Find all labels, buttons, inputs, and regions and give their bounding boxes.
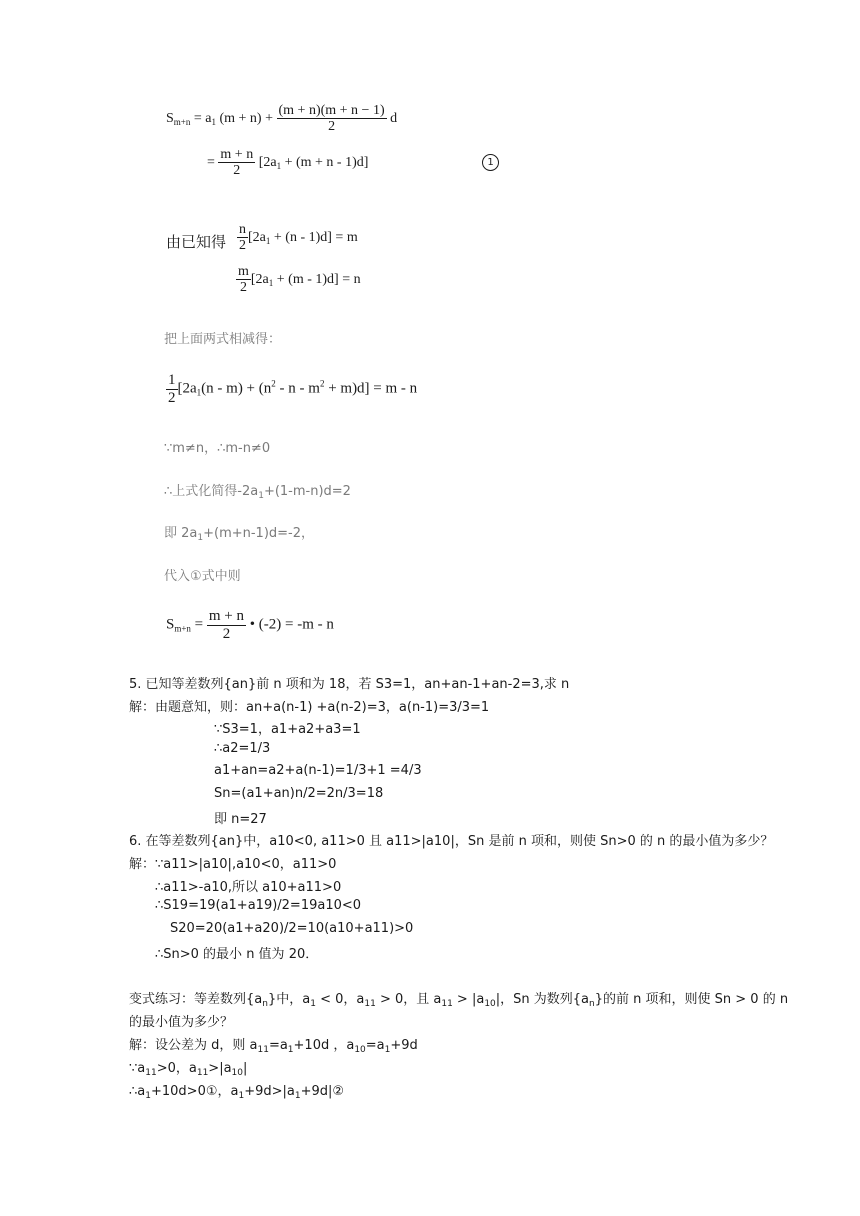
frac-denominator: 2 [239, 280, 247, 296]
problem5-step [214, 718, 361, 737]
gray-line-3-post: +(m+n-1)d=-2， [203, 526, 315, 541]
diff-part1: (n - m) + (n [201, 380, 272, 397]
gray-line-2 [164, 480, 351, 501]
variant-text: =a [365, 1038, 385, 1053]
variant-text: | [243, 1061, 248, 1076]
gray-line-4-text: 代入①式中则 [164, 569, 241, 584]
variant-line-4 [129, 1057, 247, 1078]
problem6-step-text: S20=20(a1+a20)/2=10(a10+a11)>0 [170, 921, 414, 936]
problem5-intro-text: 解：由题意知，则：an+a(n-1) +a(n-2)=3，a(n-1)=3/3=1 [129, 700, 490, 715]
frac-denominator: 2 [168, 389, 176, 406]
variant-sub: n [589, 999, 595, 1009]
final-formula [166, 608, 334, 642]
variant-sub: 10 [354, 1045, 366, 1055]
problem5-step [214, 763, 422, 778]
variant-text: >0，a [156, 1061, 197, 1076]
final-rest: • (-2) = -m - n [249, 616, 334, 633]
known-eq2-fraction [236, 264, 251, 296]
equation-marker-1 [482, 154, 499, 171]
final-sum-symbol: S [166, 616, 175, 633]
formula-sum-mn-row2 [207, 147, 368, 179]
formula1-row2-a-sub: 1 [276, 161, 282, 172]
diff-part2: - n - m [279, 380, 320, 397]
sum-subscript: m+n [173, 117, 191, 128]
diff-sup2: 2 [319, 378, 325, 389]
variant-sub: 11 [145, 1068, 157, 1078]
frac-numerator: m [238, 264, 249, 279]
frac-denominator: 2 [233, 163, 241, 179]
gray-line-3-sub: 1 [197, 533, 204, 543]
problem6-step [155, 943, 318, 962]
gray-line-3 [164, 522, 314, 543]
variant-line-3 [129, 1034, 418, 1055]
known-eq2-sub: 1 [268, 278, 274, 289]
problem5-step [214, 786, 383, 801]
variant-sub: 1 [287, 1045, 294, 1055]
final-fraction [207, 608, 246, 642]
final-eq: = [194, 616, 204, 633]
known-eq1-open: [2a [248, 230, 266, 246]
gray-line-2-pre: ∴上式化简得-2a [164, 484, 259, 499]
frac-denominator: 2 [239, 238, 246, 254]
formula1-eq: = a [193, 111, 212, 127]
formula1-mid: (m + n) + [219, 111, 273, 127]
variant-line-2 [129, 1011, 233, 1030]
problem5-step [214, 741, 270, 756]
variant-text: > |a [452, 992, 485, 1007]
variant-text: 变式练习：等差数列{a [129, 992, 263, 1007]
variant-sub: 11 [257, 1045, 269, 1055]
formula1-d: d [390, 111, 398, 127]
subtract-text [164, 328, 281, 347]
sum-symbol: S [166, 111, 174, 127]
problem5-step-text: 即 n=27 [214, 812, 267, 827]
problem5-step-text: Sn=(a1+an)n/2=2n/3=18 [214, 786, 384, 801]
variant-text: +10d>0①，a [150, 1084, 239, 1099]
problem5-step [214, 808, 267, 827]
known-eq2-rest: + (m - 1)d] = n [276, 272, 361, 288]
gray-line-4 [164, 565, 241, 584]
formula1-row2-open: [2a [258, 155, 277, 171]
variant-sub: 1 [145, 1091, 151, 1101]
formula-sum-mn [166, 103, 397, 135]
formula1-row2-rest: + (m + n - 1)d] [284, 155, 369, 171]
known-eq1-rest: + (n - 1)d] = m [273, 230, 358, 246]
gray-line-2-post: +(1-m-n)d=2 [263, 484, 351, 499]
problem5-title [129, 673, 569, 692]
known-eq1-fraction [237, 222, 248, 254]
diff-part3: + m)d] = m - n [328, 380, 418, 397]
variant-sub: 1 [238, 1091, 245, 1101]
frac-numerator: 1 [168, 372, 176, 388]
gray-line-3-pre: 即 2a [164, 526, 198, 541]
problem6-step-text: ∴Sn>0 的最小 n 值为 20． [155, 947, 319, 962]
variant-text: < 0，a [315, 992, 365, 1007]
known-equation-1 [237, 222, 358, 254]
formula1-row2-fraction [218, 147, 255, 179]
problem5-step-text: ∵S3=1，a1+a2+a3=1 [214, 722, 361, 737]
subtract-text-content: 把上面两式相减得： [164, 332, 282, 347]
diff-open: [2a [177, 380, 197, 397]
variant-sub: 1 [384, 1045, 391, 1055]
variant-text: }中，a [267, 992, 311, 1007]
formula1-fraction [277, 103, 387, 135]
variant-text: +9d|② [300, 1084, 345, 1099]
gray-line-1 [164, 437, 270, 456]
diff-fraction [166, 372, 178, 406]
variant-line-5 [129, 1080, 344, 1101]
gray-line-2-sub: 1 [258, 491, 264, 501]
frac-numerator: m + n [220, 147, 254, 162]
problem6-step-text: ∴S19=19(a1+a19)/2=19a10<0 [155, 898, 362, 913]
known-equation-2 [236, 264, 361, 296]
frac-numerator: (m + n)(m + n − 1) [278, 103, 385, 118]
frac-numerator: m + n [208, 608, 245, 624]
diff-a-sub: 1 [196, 387, 202, 398]
variant-text: =a [268, 1038, 288, 1053]
variant-line-1 [129, 988, 788, 1009]
frac-numerator: n [239, 222, 246, 237]
difference-formula [166, 372, 417, 406]
variant-text: |，Sn 为数列{a [495, 992, 590, 1007]
problem5-step-text: a1+an=a2+a(n-1)=1/3+1 =4/3 [214, 763, 422, 778]
variant-text: 的最小值为多少？ [129, 1015, 234, 1030]
variant-text: ∴a [129, 1084, 146, 1099]
frac-denominator: 2 [222, 625, 231, 642]
problem6-title [129, 830, 773, 849]
problem6-step [170, 921, 413, 936]
problem6-title-text: 6. 在等差数列{an}中，a10<0, a11>0 且 a11>|a10|，Sn 是前 n 项和，则使 Sn>0 的 n 的最小值为多少？ [129, 834, 774, 849]
gray-line-1-text: ∵m≠n，∴m-n≠0 [164, 441, 271, 456]
known-eq1-sub: 1 [265, 236, 271, 247]
variant-sub: 11 [364, 999, 376, 1009]
problem6-step-text: ∴a11>-a10,所以 a10+a11>0 [155, 880, 342, 895]
problem5-step-text: ∴a2=1/3 [214, 741, 271, 756]
known-label [166, 231, 226, 252]
variant-text: +10d ，a [293, 1038, 355, 1053]
problem5-solution-intro [129, 696, 489, 715]
problem6-intro-text: 解：∵a11>|a10|,a10<0，a11>0 [129, 857, 337, 872]
known-label-text: 由已知得 [166, 233, 227, 251]
problem6-step [155, 898, 361, 913]
marker-number: 1 [487, 157, 494, 168]
formula1-a-sub: 1 [211, 117, 216, 128]
variant-sub: 1 [310, 999, 316, 1009]
variant-text: 解：设公差为 d，则 a [129, 1038, 258, 1053]
known-eq2-open: [2a [250, 272, 269, 288]
diff-sup1: 2 [271, 378, 276, 389]
variant-sub: n [262, 999, 268, 1009]
variant-sub: 1 [294, 1091, 301, 1101]
variant-text: >|a [208, 1061, 232, 1076]
variant-text: +9d>|a [244, 1084, 295, 1099]
variant-sub: 10 [484, 999, 496, 1009]
variant-text: }的前 n 项和，则使 Sn > 0 的 n [594, 992, 789, 1007]
variant-text: ∵a [129, 1061, 146, 1076]
variant-text: +9d [390, 1038, 418, 1053]
variant-sub: 11 [196, 1068, 209, 1078]
formula1-row2-eq: = [207, 155, 215, 171]
frac-denominator: 2 [328, 119, 336, 135]
variant-sub: 10 [231, 1068, 243, 1078]
variant-text: > 0，且 a [375, 992, 442, 1007]
final-sum-subscript: m+n [174, 623, 191, 634]
variant-sub: 11 [441, 999, 453, 1009]
problem6-step [155, 876, 341, 895]
problem5-title-text: 5. 已知等差数列{an}前 n 项和为 18，若 S3=1，an+an-1+an-2=3,求 n [129, 677, 570, 692]
problem6-solution-intro [129, 853, 336, 872]
